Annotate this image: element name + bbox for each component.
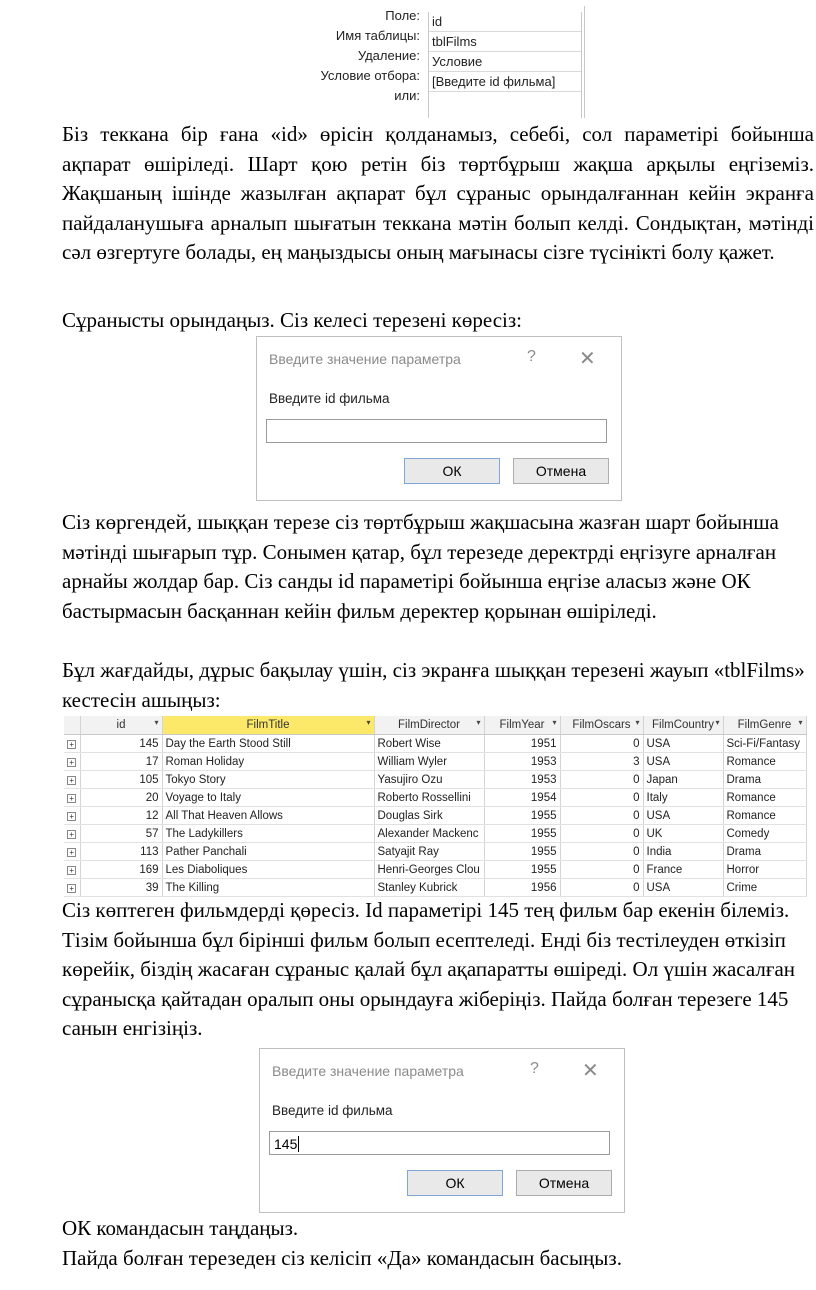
close-icon[interactable]: ✕ (582, 1060, 599, 1082)
paragraph-testing: Сіз көптеген фильмдерді қөресіз. Id параметірі 145 тең фильм бар екенін білеміз. Тізім бойынша бұл бірінші фильм болып есептеледі. Енді біз тестілеуден өткізіп көрейік, біздің жасаған сұраныс қалай бұл ақапаратты өшіреді. Ол үшін жасалған сұранысқа қайтадан оралып оны орындауға жіберіңіз. Пайда болған терезеге 145 санын енгізіңіз. (62, 898, 796, 1040)
row-selector-header[interactable] (64, 716, 80, 735)
table-header-row (64, 716, 806, 735)
query-grid-column (428, 12, 582, 118)
delete-cell[interactable]: Условие (429, 52, 581, 72)
table-cell-id[interactable]: 39 (80, 879, 162, 897)
table-cell-filmdirector[interactable]: Satyajit Ray (374, 843, 484, 861)
table-cell-id[interactable]: 169 (80, 861, 162, 879)
table-cell-filmtitle[interactable]: Roman Holiday (162, 753, 374, 771)
text-caret (298, 1136, 299, 1152)
column-header-filmdirector[interactable]: FilmDirector ▾ (374, 716, 484, 735)
table-cell-filmgenre[interactable]: Comedy (723, 825, 806, 843)
table-row[interactable] (64, 753, 806, 771)
table-cell-filmoscars[interactable]: 0 (560, 789, 643, 807)
table-row[interactable] (64, 825, 806, 843)
table-cell-id[interactable]: 57 (80, 825, 162, 843)
paragraph-run-query: Сұранысты орындаңыз. Сіз келесі терезені көресіз: (62, 308, 522, 332)
table-cell-filmtitle[interactable]: All That Heaven Allows (162, 807, 374, 825)
table-row[interactable] (64, 879, 806, 897)
expand-row-icon[interactable]: + (64, 753, 80, 771)
criteria-label: Условие отбора: (320, 68, 420, 83)
column-header-filmyear[interactable]: FilmYear ▾ (484, 716, 560, 735)
column-header-id[interactable]: id ▾ (80, 716, 162, 735)
table-cell-filmoscars[interactable]: 0 (560, 861, 643, 879)
or-cell[interactable] (429, 92, 581, 111)
table-cell-filmcountry[interactable]: India (643, 843, 723, 861)
paragraph-confirm-yes: Пайда болған терезеден сіз келісіп «Да» командасын басыңыз. (62, 1246, 622, 1270)
table-cell-filmtitle[interactable]: The Ladykillers (162, 825, 374, 843)
table-cell-filmgenre[interactable]: Romance (723, 789, 806, 807)
dialog-prompt: Введите id фильма (269, 391, 390, 406)
table-cell-filmdirector[interactable]: Henri-Georges Clou (374, 861, 484, 879)
field-label: Поле: (385, 8, 420, 23)
table-cell-filmdirector[interactable]: Roberto Rossellini (374, 789, 484, 807)
table-cell-filmgenre[interactable]: Drama (723, 843, 806, 861)
table-row[interactable] (64, 771, 806, 789)
table-cell-filmoscars[interactable]: 3 (560, 753, 643, 771)
query-design-grid (296, 6, 590, 118)
table-cell-filmoscars[interactable]: 0 (560, 825, 643, 843)
table-cell-filmyear[interactable]: 1951 (484, 735, 560, 753)
table-cell-filmgenre[interactable]: Romance (723, 807, 806, 825)
expand-row-icon[interactable]: + (64, 879, 80, 897)
parameter-dialog-empty (256, 336, 622, 501)
table-cell-filmtitle[interactable]: The Killing (162, 879, 374, 897)
table-cell-filmoscars[interactable]: 0 (560, 843, 643, 861)
table-cell-filmyear[interactable]: 1955 (484, 861, 560, 879)
table-cell-filmgenre[interactable]: Sci-Fi/Fantasy (723, 735, 806, 753)
table-cell-id[interactable]: 12 (80, 807, 162, 825)
parameter-input[interactable] (269, 1131, 610, 1155)
sort-arrow-icon: ▾ (476, 718, 481, 727)
delete-label: Удаление: (357, 48, 420, 63)
paragraph-intro: Біз теккана бір ғана «id» өрісін қолданамыз, себебі, сол параметірі бойынша ақпарат өшіріледі. Шарт қою ретін біз төртбұрыш жақша арқылы еңгіземіз. Жақшаның ішінде жазылған ақпарат бұл сұраныс орындалғаннан кейін экранға пайдаланушыға арналып шығатын теккана мәтін болып келді. Сондықтан, мәтінді сәл өзгертуге болады, ең маңыздысы оның мағынасы сізге түсінікті болу қажет. (62, 122, 814, 264)
or-label: или: (394, 88, 420, 103)
table-cell-filmcountry[interactable]: Italy (643, 789, 723, 807)
column-header-filmgenre[interactable]: FilmGenre ▾ (723, 716, 806, 735)
table-cell-filmdirector[interactable]: Stanley Kubrick (374, 879, 484, 897)
table-cell-filmoscars[interactable]: 0 (560, 771, 643, 789)
grid-edge-divider (584, 6, 585, 118)
cancel-button[interactable]: Отмена (513, 458, 609, 484)
parameter-input-value: 145 (274, 1136, 298, 1152)
table-cell-filmcountry[interactable]: UK (643, 825, 723, 843)
table-cell-filmtitle[interactable]: Tokyo Story (162, 771, 374, 789)
help-icon[interactable]: ? (527, 348, 536, 365)
table-cell-filmyear[interactable]: 1953 (484, 753, 560, 771)
sort-arrow-icon: ▾ (715, 718, 720, 727)
table-cell-filmcountry[interactable]: USA (643, 879, 723, 897)
table-cell-id[interactable]: 113 (80, 843, 162, 861)
expand-row-icon[interactable]: + (64, 771, 80, 789)
table-cell-id[interactable]: 105 (80, 771, 162, 789)
parameter-input[interactable] (266, 419, 607, 443)
table-cell-filmtitle[interactable]: Pather Panchali (162, 843, 374, 861)
paragraph-dialog-explanation: Сіз көргендей, шыққан терезе сіз төртбұрыш жақшасына жазған шарт бойынша мәтінді шығарып тұр. Сонымен қатар, бұл терезеде деректрді еңгізуге арналған арнайы жолдар бар. Сіз санды id параметірі бойынша еңгізе аласыз және ОК бастырмасын басқаннан кейін фильм деректер қорынан өшіріледі. (62, 510, 779, 623)
help-icon[interactable]: ? (530, 1060, 539, 1077)
ok-button[interactable]: ОК (407, 1170, 503, 1196)
table-row[interactable] (64, 807, 806, 825)
table-cell-id[interactable]: 145 (80, 735, 162, 753)
sort-arrow-icon: ▾ (798, 718, 803, 727)
cancel-button[interactable]: Отмена (516, 1170, 612, 1196)
table-name-label: Имя таблицы: (335, 28, 420, 43)
paragraph-choose-ok: ОК командасын таңдаңыз. (62, 1216, 299, 1240)
table-cell-filmdirector[interactable]: Yasujiro Ozu (374, 771, 484, 789)
table-cell-filmdirector[interactable]: Robert Wise (374, 735, 484, 753)
table-cell-filmdirector[interactable]: Alexander Mackenc (374, 825, 484, 843)
table-name-cell[interactable]: tblFilms (429, 32, 581, 52)
sort-arrow-icon: ▾ (552, 718, 557, 727)
table-cell-filmdirector[interactable]: William Wyler (374, 753, 484, 771)
parameter-dialog-filled (259, 1048, 625, 1213)
table-row[interactable] (64, 735, 806, 753)
table-cell-filmoscars[interactable]: 0 (560, 807, 643, 825)
dialog-title: Введите значение параметра (269, 351, 461, 367)
query-grid-labels (296, 6, 424, 106)
table-cell-filmgenre[interactable]: Crime (723, 879, 806, 897)
column-header-filmtitle[interactable]: FilmTitle ▾ (162, 716, 374, 735)
sort-arrow-icon: ▾ (366, 718, 371, 727)
dialog-title: Введите значение параметра (272, 1063, 464, 1079)
column-header-filmoscars[interactable]: FilmOscars ▾ (560, 716, 643, 735)
expand-row-icon[interactable]: + (64, 843, 80, 861)
expand-row-icon[interactable]: + (64, 807, 80, 825)
paragraph-open-table: Бұл жағдайды, дұрыс бақылау үшін, сіз экранға шыққан терезені жауып «tblFilms» кестесін ашыңыз: (62, 658, 805, 712)
expand-row-icon[interactable]: + (64, 789, 80, 807)
table-cell-filmyear[interactable]: 1955 (484, 807, 560, 825)
films-table (64, 716, 807, 897)
table-cell-filmcountry[interactable]: USA (643, 753, 723, 771)
column-header-filmcountry[interactable]: FilmCountry ▾ (643, 716, 723, 735)
expand-row-icon[interactable]: + (64, 861, 80, 879)
expand-row-icon[interactable]: + (64, 735, 80, 753)
table-row[interactable] (64, 843, 806, 861)
table-cell-filmyear[interactable]: 1955 (484, 843, 560, 861)
table-cell-filmtitle[interactable]: Voyage to Italy (162, 789, 374, 807)
table-cell-filmyear[interactable]: 1954 (484, 789, 560, 807)
sort-arrow-icon: ▾ (154, 718, 159, 727)
table-cell-filmcountry[interactable]: USA (643, 807, 723, 825)
sort-arrow-icon: ▾ (635, 718, 640, 727)
ok-button[interactable]: ОК (404, 458, 500, 484)
expand-row-icon[interactable]: + (64, 825, 80, 843)
table-cell-filmoscars[interactable]: 0 (560, 735, 643, 753)
field-cell[interactable]: id (429, 12, 581, 32)
table-cell-filmgenre[interactable]: Drama (723, 771, 806, 789)
table-cell-filmyear[interactable]: 1955 (484, 825, 560, 843)
table-cell-filmdirector[interactable]: Douglas Sirk (374, 807, 484, 825)
table-cell-filmyear[interactable]: 1953 (484, 771, 560, 789)
close-icon[interactable]: ✕ (579, 348, 596, 370)
table-cell-id[interactable]: 17 (80, 753, 162, 771)
table-cell-id[interactable]: 20 (80, 789, 162, 807)
table-cell-filmyear[interactable]: 1956 (484, 879, 560, 897)
criteria-cell[interactable]: [Введите id фильма] (429, 72, 581, 92)
table-cell-filmcountry[interactable]: USA (643, 735, 723, 753)
table-cell-filmgenre[interactable]: Romance (723, 753, 806, 771)
table-row[interactable] (64, 789, 806, 807)
table-cell-filmtitle[interactable]: Les Diaboliques (162, 861, 374, 879)
table-row[interactable] (64, 861, 806, 879)
dialog-prompt: Введите id фильма (272, 1103, 393, 1118)
table-cell-filmoscars[interactable]: 0 (560, 879, 643, 897)
table-cell-filmcountry[interactable]: France (643, 861, 723, 879)
table-cell-filmtitle[interactable]: Day the Earth Stood Still (162, 735, 374, 753)
films-table-body (64, 735, 806, 897)
table-cell-filmcountry[interactable]: Japan (643, 771, 723, 789)
table-cell-filmgenre[interactable]: Horror (723, 861, 806, 879)
